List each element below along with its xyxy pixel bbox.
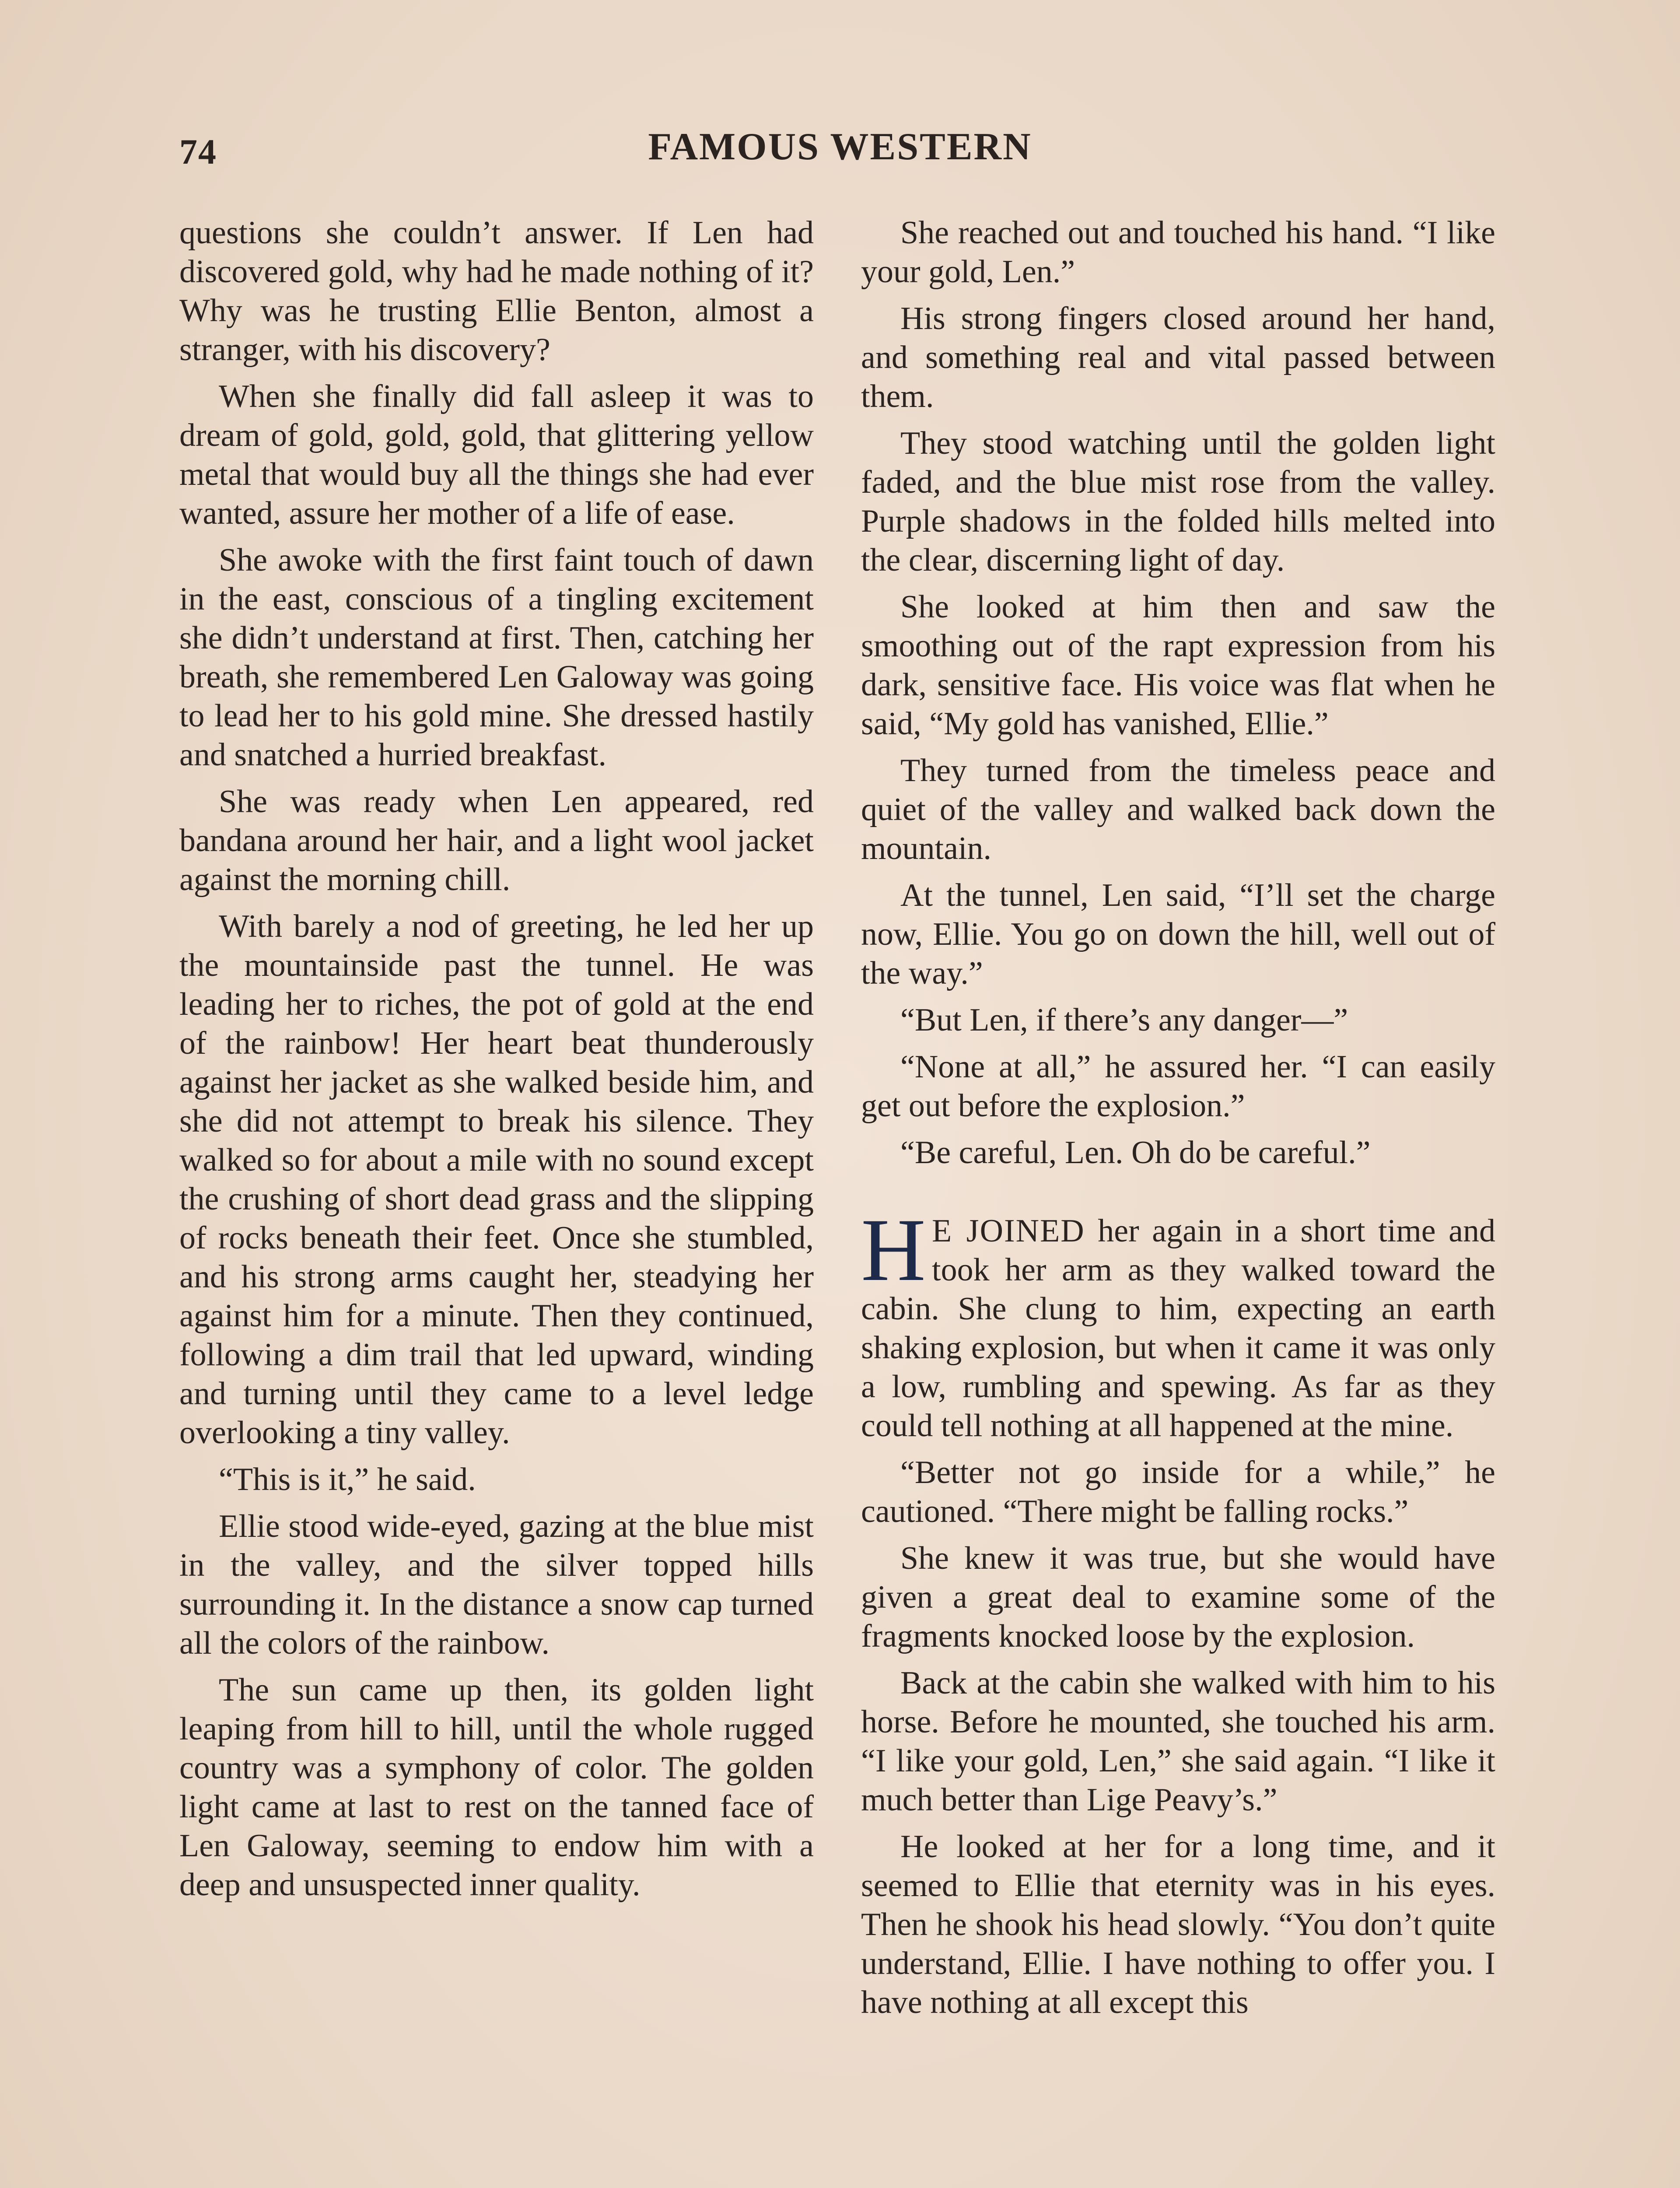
- paragraph: She awoke with the first faint touch of dawn in the east, conscious of a tingling excitement she didn’t understand at first. Then, catching her breath, she remembered Len Galoway was going to lead her to his gold mine. She dressed hastily and snatched a hurried breakfast.: [179, 542, 814, 773]
- small-caps-lead: E JOINED: [932, 1213, 1085, 1249]
- paragraph: They stood watching until the golden light faded, and the blue mist rose from the valley. Purple shadows in the folded hills melted into the clear, discerning light of day.: [861, 425, 1495, 578]
- left-column: [179, 214, 814, 1912]
- paragraph: She reached out and touched his hand. “I like your gold, Len.”: [861, 215, 1495, 290]
- paragraph: “This is it,” he said.: [219, 1462, 476, 1497]
- drop-cap: H: [861, 1200, 926, 1300]
- paragraph: She looked at him then and saw the smoothing out of the rapt expression from his dark, sensitive face. His voice was flat when he said, “My gold has vanished, Ellie.”: [861, 589, 1495, 742]
- paragraph: The sun came up then, its golden light leaping from hill to hill, until the whole rugged country was a symphony of color. The golden light came at last to rest on the tanned face of Len Galoway, seeming to endow him with a deep and unsuspected inner quality.: [179, 1672, 814, 1903]
- paragraph: With barely a nod of greeting, he led her up the mountainside past the tunnel. He was leading her to riches, the pot of gold at the end of the rainbow! Her heart beat thunderously against her jacket as she walked beside him, and she did not attempt to break his silence. They walked so for about a mile with no sound except the crushing of short dead grass and the slipping of rocks beneath their feet. Once she stumbled, and his strong arms caught her, steadying her against him for a minute. Then they continued, following a dim trail that led upward, winding and turning until they came to a level ledge overlooking a tiny valley.: [179, 908, 814, 1451]
- paragraph: Back at the cabin she walked with him to his horse. Before he mounted, she touched his arm. “I like your gold, Len,” she said again. “I like it much better than Lige Peavy’s.”: [861, 1665, 1495, 1818]
- paragraph: questions she couldn’t answer. If Len had discovered gold, why had he made nothing of it? Why was he trusting Ellie Benton, almost a stranger, with his discovery?: [179, 215, 814, 368]
- right-column: [861, 214, 1495, 2030]
- paragraph: “But Len, if there’s any danger—”: [900, 1002, 1348, 1038]
- paragraph: “Be careful, Len. Oh do be careful.”: [900, 1135, 1371, 1171]
- page-number: 74: [179, 132, 217, 172]
- section-opening-paragraph: [861, 1200, 1495, 1445]
- paragraph: They turned from the timeless peace and quiet of the valley and walked back down the mountain.: [861, 753, 1495, 866]
- paragraph: “Better not go inside for a while,” he cautioned. “There might be falling rocks.”: [861, 1455, 1495, 1529]
- running-head-title: FAMOUS WESTERN: [648, 126, 1032, 168]
- paragraph: His strong fingers closed around her hand, and something real and vital passed between them.: [861, 301, 1495, 414]
- paragraph: Ellie stood wide-eyed, gazing at the blue mist in the valley, and the silver topped hills surrounding it. In the distance a snow cap turned all the colors of the rainbow.: [179, 1508, 814, 1661]
- paragraph: When she finally did fall asleep it was to dream of gold, gold, gold, that glittering yellow metal that would buy all the things she had ever wanted, assure her mother of a life of ease.: [179, 379, 814, 531]
- paragraph: He looked at her for a long time, and it seemed to Ellie that eternity was in his eyes. Then he shook his head slowly. “You don’t quite understand, Ellie. I have nothing to offer you. I have nothing at all except this: [861, 1829, 1495, 2020]
- paragraph: At the tunnel, Len said, “I’ll set the charge now, Ellie. You go on down the hill, well out of the way.”: [861, 877, 1495, 991]
- paragraph: “None at all,” he assured her. “I can easily get out before the explosion.”: [861, 1049, 1495, 1124]
- paragraph: She was ready when Len appeared, red bandana around her hair, and a light wool jacket against the morning chill.: [179, 784, 814, 898]
- paragraph: She knew it was true, but she would have given a great deal to examine some of the fragments knocked loose by the explosion.: [861, 1540, 1495, 1654]
- section-opening-text: her again in a short time and took her arm as they walked toward the cabin. She clung to him, expecting an earth shaking explosion, but when it came it was only a low, rumbling and spewing. As far as they could tell nothing at all happened at the mine.: [861, 1213, 1495, 1444]
